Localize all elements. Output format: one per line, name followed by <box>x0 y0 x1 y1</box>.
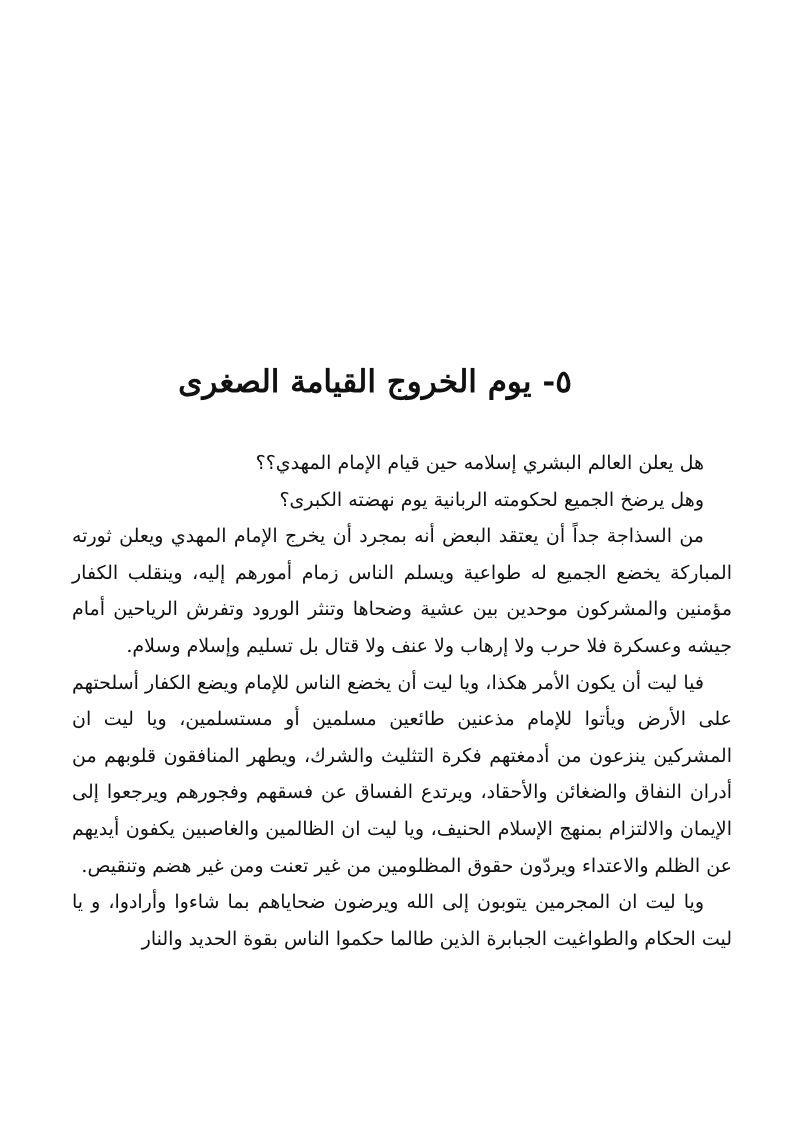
paragraph-question-2: وهل يرضخ الجميع لحكومته الربانية يوم نهضته الكبرى؟ <box>279 488 704 511</box>
paragraph-naivety: من السذاجة جداً أن يعتقد البعض أنه بمجرد أن يخرج الإمام المهدي ويعلن ثورته المباركة يخضع الجميع له طواعية ويسلم الناس زمام أمورهم إليه، وينقلب الكفار مؤمنين والمشركون موحدين بين عشية وضحاها وتنثر الورود وتفرش الرياحين أمام جيشه وعسكرة فلا حرب ولا إرهاب ولا عنف ولا قتال بل تسليم وإسلام وسلام. <box>72 525 732 657</box>
paragraph-question-1: هل يعلن العالم البشري إسلامه حين قيام الإمام المهدي؟؟ <box>255 452 704 474</box>
paragraph-criminals: ويا ليت ان المجرمين يتوبون إلى الله ويرضون ضحاياهم بما شاءوا وأرادوا، و يا ليت الحكام والطواغيت الجبابرة الذين طالما حكموا الناس بقوة الحديد والنار <box>72 891 732 950</box>
paragraph-wishes: فيا ليت أن يكون الأمر هكذا، ويا ليت أن يخضع الناس للإمام ويضع الكفار أسلحتهم على الأرض ويأتوا للإمام مذعنين طائعين مسلمين أو مستسلمين، ويا ليت ان المشركين ينزعون من أدمغتهم فكرة التثليث والشرك، ويطهر المنافقون قلوبهم من أدران النفاق والضغائن والأحقاد، ويرتدع الفساق عن فسقهم وفجورهم ويرجعوا إلى الإيمان والالتزام بمنهج الإسلام الحنيف، ويا ليت ان الظالمين والغاصبين يكفون أيديهم عن الظلم والاعتداء ويردّون حقوق المظلومين من غير تعنت ومن غير هضم وتنقيص. <box>72 671 732 877</box>
body-text <box>72 445 732 957</box>
chapter-title: ٥- يوم الخروج القيامة الصغرى <box>178 364 572 400</box>
